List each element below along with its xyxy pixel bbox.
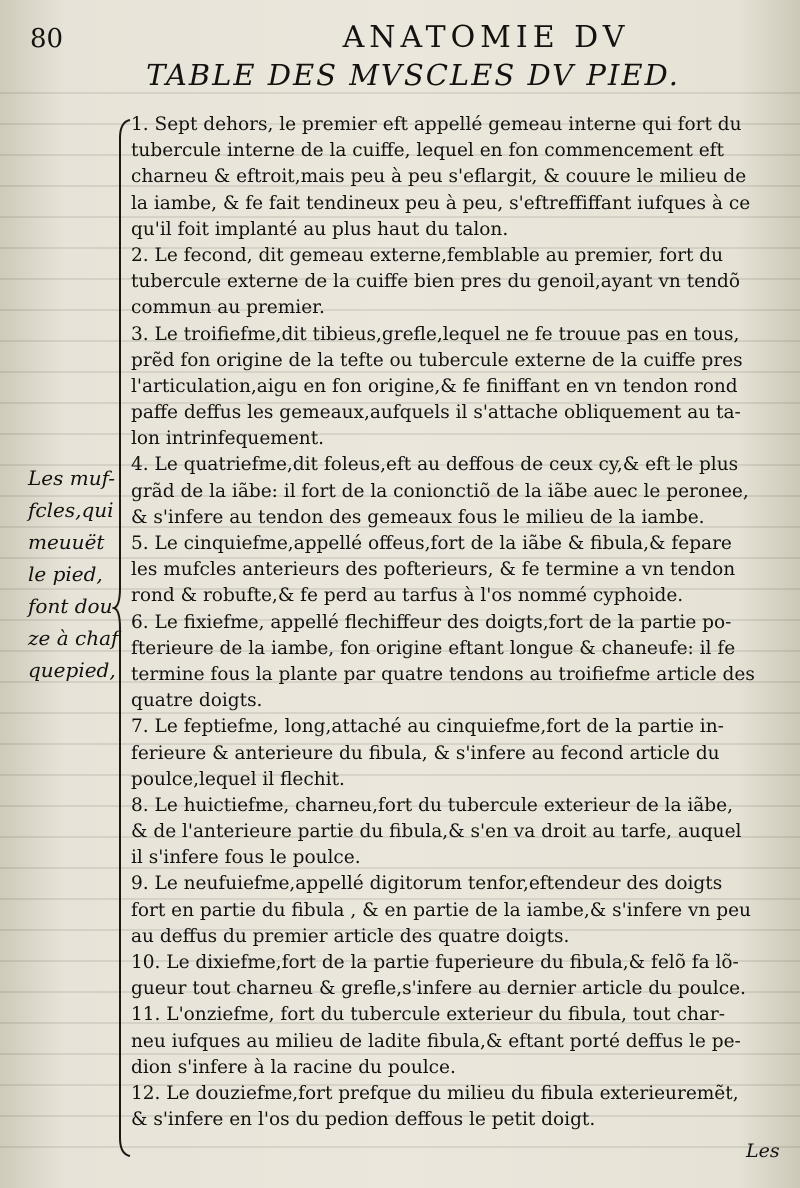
entry-4 [131,452,781,531]
entry-5 [131,531,781,610]
text-line: & s'infere au tendon des gemeaux fous le milieu de la iambe. [131,506,705,528]
text-line: rond & robufte,& fe perd au tarfus à l'os nommé cyphoide. [131,585,684,607]
text-line: 2. Le fecond, dit gemeau externe,femblable au premier, fort du [131,244,724,266]
text-line: 11. L'onziefme, fort du tubercule exterieur du fibula, tout char- [131,1004,725,1026]
text-line: & s'infere en l'os du pedion deffous le petit doigt. [131,1109,596,1131]
entry-8 [131,793,781,872]
text-line: charneu & eftroit,mais peu à peu s'eflargit, & couure le milieu de [131,166,747,188]
text-line: fterieure de la iambe, fon origine eftant longue & chaneufe: il fe [131,637,736,659]
margin-note-line: Les muf- [28,466,116,490]
entry-12 [131,1081,781,1133]
text-line: la iambe, & fe fait tendineux peu à peu, s'eftreffiffant iufques à ce [131,192,751,214]
text-line: ferieure & anterieure du fibula, & s'infere au fecond article du [131,742,720,764]
entry-11 [131,1002,781,1081]
entry-9 [131,871,781,950]
entry-10 [131,950,781,1002]
page-number: 80 [30,24,64,54]
text-line: 9. Le neufuiefme,appellé digitorum tenfor,eftendeur des doigts [131,873,723,895]
text-line: 6. Le fixiefme, appellé flechiffeur des doigts,fort de la partie po- [131,611,732,633]
text-line: dion s'infere à la racine du poulce. [131,1056,456,1078]
margin-note-line: le pied, [28,562,103,586]
text-line: lon intrinfequement. [131,428,325,450]
text-line: grãd de la iãbe: il fort de la conionctiõ de la iãbe auec le peronee, [131,480,749,502]
text-line: termine fous la plante par quatre tendons au troifiefme article des [131,663,755,685]
margin-note [28,462,120,686]
catchword: Les [746,1140,780,1162]
text-line: quatre doigts. [131,690,263,712]
margin-note-line: quepied, [28,658,116,682]
margin-note-line: meuuët [28,530,105,554]
text-line: prẽd fon origine de la tefte ou tubercule externe de la cuiffe pres [131,349,743,371]
entry-6 [131,610,781,715]
text-line: gueur tout charneu & grefle,s'infere au dernier article du poulce. [131,978,746,1000]
text-line: 7. Le feptiefme, long,attaché au cinquiefme,fort de la partie in- [131,716,724,738]
text-line: & de l'anterieure partie du fibula,& s'en va droit au tarfe, auquel [131,821,742,843]
text-line: 1. Sept dehors, le premier eft appellé gemeau interne qui fort du [131,114,742,135]
text-line: 4. Le quatriefme,dit foleus,eft au deffous de ceux cy,& eft le plus [131,454,739,476]
margin-note-line: fcles,qui [28,498,114,522]
text-line: 10. Le dixiefme,fort de la partie fuperieure du fibula,& felõ fa lõ- [131,952,739,973]
text-line: 8. Le huictiefme, charneu,fort du tubercule exterieur de la iãbe, [131,794,733,816]
muscle-table-body [131,112,781,1133]
entry-7 [131,714,781,793]
text-line: l'articulation,aigu en fon origine,& fe finiffant en vn tendon rond [131,375,738,397]
text-line: au deffus du premier article des quatre doigts. [131,925,570,947]
text-line: les mufcles anterieurs des pofterieurs, & fe termine a vn tendon [131,559,736,581]
text-line: neu iufques au milieu de ladite fibula,& eftant porté deffus le pe- [131,1030,741,1052]
entry-3 [131,322,781,453]
text-line: tubercule externe de la cuiffe bien pres du genoil,ayant vn tendõ [131,271,740,293]
text-line: 12. Le douziefme,fort prefque du milieu du fibula exterieuremẽt, [131,1082,739,1104]
text-line: poulce,lequel il flechit. [131,768,345,790]
entry-2 [131,243,781,322]
running-head: ANATOMIE DV [342,20,630,55]
text-line: commun au premier. [131,297,325,319]
text-line: paffe deffus les gemeaux,aufquels il s'attache obliquement au ta- [131,402,741,424]
entry-1 [131,112,781,243]
text-line: 5. Le cinquiefme,appellé offeus,fort de la iãbe & fibula,& fepare [131,533,732,554]
text-line: fort en partie du fibula , & en partie de la iambe,& s'infere vn peu [131,899,751,921]
margin-note-line: ze à chaf [28,626,119,650]
text-line: tubercule interne de la cuiffe, lequel en fon commencement eft [131,140,724,162]
text-line: qu'il foit implanté au plus haut du talon. [131,218,509,240]
text-line: 3. Le troifiefme,dit tibieus,grefle,lequel ne fe trouue pas en tous, [131,323,740,345]
margin-note-line: font dou [28,594,113,618]
page-title: TABLE DES MVSCLES DV PIED. [146,58,680,92]
text-line: il s'infere fous le poulce. [131,847,361,869]
